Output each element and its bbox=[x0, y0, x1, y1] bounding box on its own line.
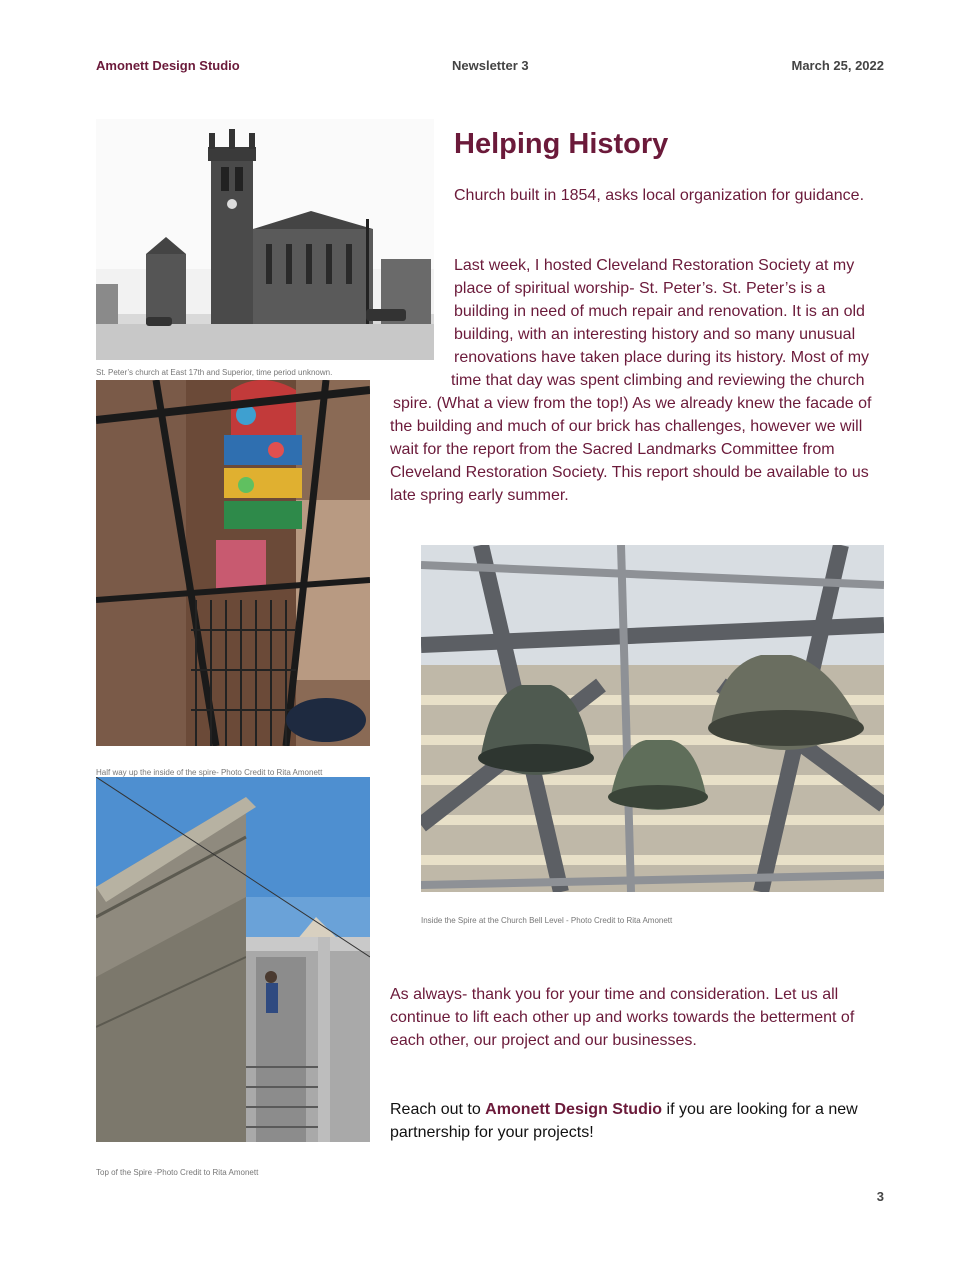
cta-suffix: if you are looking for a new partnership for your projects! bbox=[390, 1101, 858, 1141]
church-photo-caption: St. Peter’s church at East 17th and Superior, time period unknown. bbox=[96, 368, 333, 377]
church-photo bbox=[96, 119, 434, 360]
body-line: time that day was spent climbing and reviewing the church bbox=[451, 372, 865, 389]
body-line: late spring early summer. bbox=[390, 487, 569, 504]
header-newsletter: Newsletter 3 bbox=[452, 58, 529, 73]
body-line: the building and much of our brick has challenges, however we will bbox=[390, 418, 863, 435]
page-number: 3 bbox=[876, 1189, 884, 1204]
body-line: renovations have taken place during its history. Most of my bbox=[454, 349, 870, 366]
body-line: spire. (What a view from the top!) As we already knew the facade of bbox=[393, 395, 872, 412]
body-line: wait for the report from the Sacred Landmarks Committee from bbox=[390, 441, 835, 458]
body-line: place of spiritual worship- St. Peter’s. St. Peter’s is a bbox=[454, 280, 826, 297]
body-line: Cleveland Restoration Society. This report should be available to us bbox=[390, 464, 869, 481]
cta-studio-name: Amonett Design Studio bbox=[485, 1101, 663, 1118]
spire-inside-photo bbox=[96, 380, 370, 746]
header-studio-name: Amonett Design Studio bbox=[96, 58, 240, 73]
spire-top-photo bbox=[96, 777, 370, 1142]
article-title: Helping History bbox=[454, 128, 669, 160]
bells-caption: Inside the Spire at the Church Bell Level - Photo Credit to Rita Amonett bbox=[421, 916, 673, 925]
spire-top-caption: Top of the Spire -Photo Credit to Rita Amonett bbox=[96, 1168, 259, 1177]
call-to-action bbox=[390, 1098, 884, 1144]
cta-prefix: Reach out to bbox=[390, 1101, 486, 1118]
spire-inside-caption: Half way up the inside of the spire- Photo Credit to Rita Amonett bbox=[96, 768, 323, 777]
body-line: building in need of much repair and renovation. It is an old bbox=[454, 303, 865, 320]
body-line: building, with an interesting history and so many unusual bbox=[454, 326, 856, 343]
header-date: March 25, 2022 bbox=[791, 58, 884, 73]
bells-photo bbox=[421, 545, 884, 892]
body-line: Last week, I hosted Cleveland Restoration Society at my bbox=[454, 257, 855, 274]
article-subtitle: Church built in 1854, asks local organization for guidance. bbox=[454, 187, 865, 204]
closing-paragraph: As always- thank you for your time and consideration. Let us all continue to lift each other up and works towards the betterment of each other, our project and our businesses. bbox=[390, 986, 855, 1049]
